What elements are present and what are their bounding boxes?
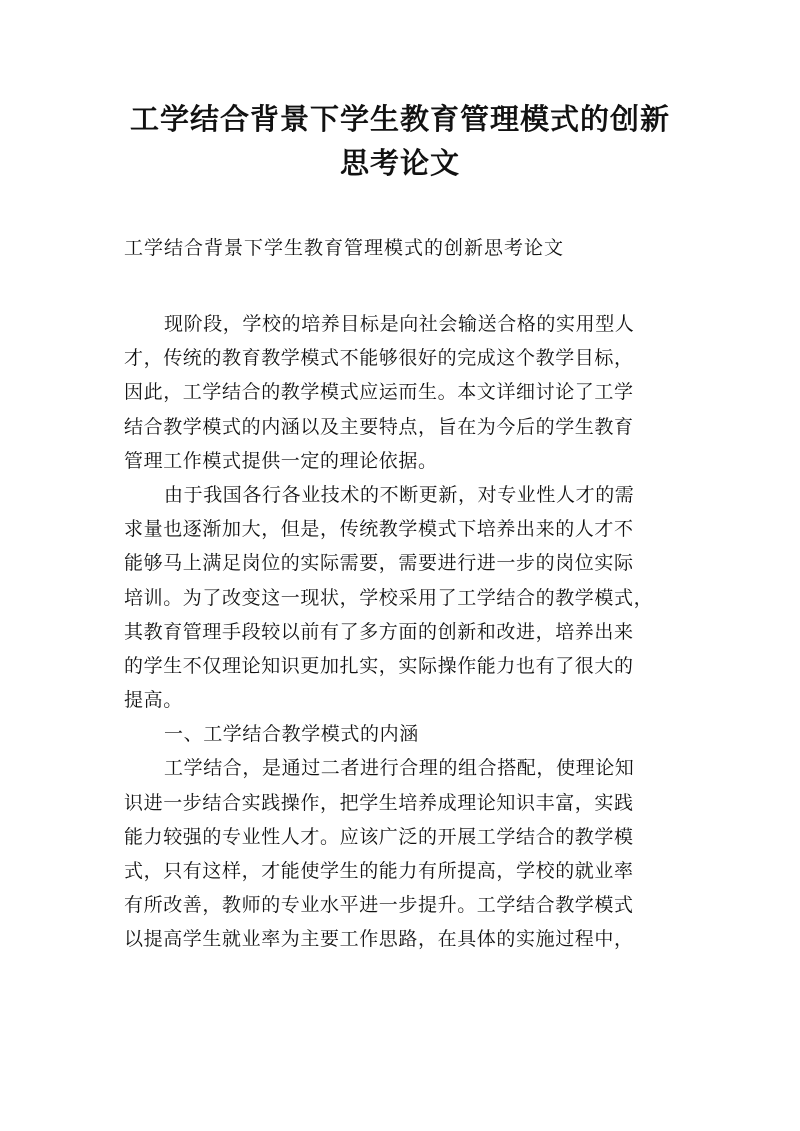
body-line: 提高。 — [124, 689, 183, 712]
body-line: 由于我国各行各业技术的不断更新，对专业性人才的需 — [164, 483, 635, 506]
title-line-1: 工学结合背景下学生教育管理模式的创新 — [129, 102, 670, 136]
body-line: 求量也逐渐加大，但是，传统教学模式下培养出来的人才不 — [124, 518, 634, 541]
body-line: 能够马上满足岗位的实际需要，需要进行进一步的岗位实际 — [124, 552, 634, 575]
document-title — [100, 97, 700, 185]
body-line: 以提高学生就业率为主要工作思路，在具体的实施过程中， — [124, 928, 634, 951]
title-line-2: 思考论文 — [339, 146, 460, 180]
section-heading: 一、工学结合教学模式的内涵 — [164, 723, 419, 746]
body-line: 有所改善，教师的专业水平进一步提升。工学结合教学模式 — [124, 894, 634, 917]
body-line: 现阶段，学校的培养目标是向社会输送合格的实用型人 — [164, 313, 635, 335]
body-line: 工学结合，是通过二者进行合理的组合搭配，使理论知 — [164, 757, 635, 780]
body-line: 因此，工学结合的教学模式应运而生。本文详细讨论了工学 — [124, 381, 634, 404]
body-line: 的学生不仅理论知识更加扎实，实际操作能力也有了很大的 — [124, 654, 634, 677]
body-line: 能力较强的专业性人才。应该广泛的开展工学结合的教学模 — [124, 825, 634, 848]
body-line: 其教育管理手段较以前有了多方面的创新和改进，培养出来 — [124, 620, 634, 643]
body-line: 结合教学模式的内涵以及主要特点，旨在为今后的学生教育 — [124, 415, 634, 438]
body-line: 管理工作模式提供一定的理论依据。 — [124, 449, 438, 472]
body-line: 才，传统的教育教学模式不能够很好的完成这个教学目标， — [124, 347, 634, 370]
body-line: 识进一步结合实践操作，把学生培养成理论知识丰富，实践 — [124, 791, 634, 814]
document-body — [124, 307, 684, 957]
document-subtitle: 工学结合背景下学生教育管理模式的创新思考论文 — [124, 237, 565, 259]
body-line: 式，只有这样，才能使学生的能力有所提高，学校的就业率 — [124, 860, 634, 882]
body-line: 培训。为了改变这一现状，学校采用了工学结合的教学模式， — [124, 586, 654, 609]
